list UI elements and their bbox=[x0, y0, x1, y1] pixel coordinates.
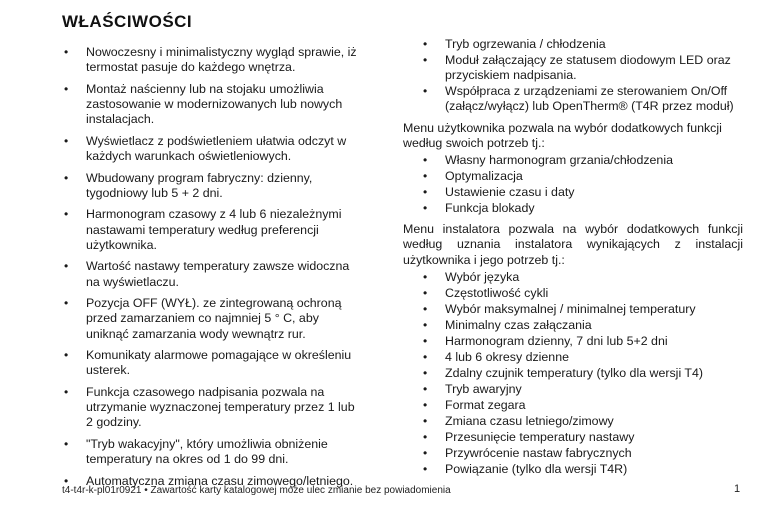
bullet-icon: • bbox=[423, 461, 428, 476]
bullet-icon: • bbox=[423, 37, 428, 51]
bullet-icon: • bbox=[423, 285, 428, 300]
installer-menu-intro: Menu instalatora pozwala na wybór dodatkowych funkcji według uznania instalatora wynikających z instalacji użytkownika i jego potrzeb tj.: bbox=[403, 222, 743, 267]
list-item bbox=[403, 270, 743, 285]
bullet-icon: • bbox=[423, 333, 428, 348]
list-item bbox=[403, 350, 743, 365]
features-left-column bbox=[62, 45, 362, 495]
list-item-text: Własny harmonogram grzania/chłodzenia bbox=[445, 153, 673, 168]
list-item bbox=[62, 437, 362, 467]
bullet-icon: • bbox=[423, 381, 428, 396]
list-item-text: Wybór maksymalnej / minimalnej temperatury bbox=[445, 301, 696, 316]
list-item-text: Wybór języka bbox=[445, 269, 520, 284]
list-item-text: Nowoczesny i minimalistyczny wygląd sprawie, iż termostat pasuje do każdego wnętrza. bbox=[86, 45, 357, 75]
page-number: 1 bbox=[734, 483, 741, 495]
list-item bbox=[403, 318, 743, 333]
bullet-icon: • bbox=[423, 153, 428, 168]
list-item bbox=[403, 334, 743, 349]
features-list-left bbox=[62, 45, 362, 489]
bullet-icon: • bbox=[423, 445, 428, 460]
bullet-icon: • bbox=[64, 45, 69, 59]
list-item bbox=[403, 382, 743, 397]
list-item-text: "Tryb wakacyjny", który umożliwia obniżenie temperatury na okres od 1 do 99 dni. bbox=[86, 436, 328, 467]
list-item-text: Optymalizacja bbox=[445, 169, 523, 184]
list-item bbox=[403, 201, 743, 216]
list-item-text: Powiązanie (tylko dla wersji T4R) bbox=[445, 461, 628, 476]
bullet-icon: • bbox=[423, 429, 428, 444]
bullet-icon: • bbox=[64, 296, 69, 311]
list-item-text: Zdalny czujnik temperatury (tylko dla wersji T4) bbox=[445, 365, 703, 380]
list-item-text: Funkcja czasowego nadpisania pozwala na utrzymanie wyznaczonej temperatury przez 1 lub 2 godziny. bbox=[86, 384, 355, 430]
list-item-text: Wyświetlacz z podświetleniem ułatwia odczyt w każdych warunkach oświetleniowych. bbox=[86, 133, 347, 163]
bullet-icon: • bbox=[64, 473, 69, 488]
bullet-icon: • bbox=[64, 436, 69, 451]
list-item bbox=[403, 37, 743, 52]
list-item bbox=[403, 302, 743, 317]
bullet-icon: • bbox=[423, 365, 428, 380]
list-item-text: Tryb awaryjny bbox=[445, 381, 522, 396]
bullet-icon: • bbox=[64, 384, 69, 399]
list-item bbox=[62, 385, 362, 431]
bullet-icon: • bbox=[64, 170, 69, 185]
list-item-text: Tryb ogrzewania / chłodzenia bbox=[445, 37, 606, 51]
list-item bbox=[403, 185, 743, 200]
bullet-icon: • bbox=[64, 207, 69, 222]
list-item bbox=[62, 82, 362, 128]
list-item bbox=[62, 171, 362, 201]
bullet-icon: • bbox=[64, 81, 69, 96]
list-item bbox=[403, 84, 743, 114]
list-item-text: Wartość nastawy temperatury zawsze widoczna na wyświetlaczu. bbox=[86, 259, 350, 289]
user-menu-intro: Menu użytkownika pozwala na wybór dodatkowych funkcji według swoich potrzeb tj.: bbox=[403, 120, 722, 150]
bullet-icon: • bbox=[64, 259, 69, 274]
list-item-text: Format zegara bbox=[445, 397, 526, 412]
list-item bbox=[62, 134, 362, 164]
list-item-text: Funkcja blokady bbox=[445, 201, 535, 216]
list-item-text: Automatyczna zmiana czasu zimowego/letniego. bbox=[86, 473, 354, 488]
user-menu-list bbox=[403, 153, 743, 216]
bullet-icon: • bbox=[423, 301, 428, 316]
list-item bbox=[62, 45, 362, 75]
bullet-icon: • bbox=[423, 169, 428, 184]
list-item bbox=[403, 366, 743, 381]
list-item-text: Harmonogram czasowy z 4 lub 6 niezależnymi nastawami temperatury według preferencji użytkownika. bbox=[86, 207, 342, 252]
list-item-text: 4 lub 6 okresy dzienne bbox=[445, 349, 569, 364]
list-item-text: Pozycja OFF (WYŁ). ze zintegrowaną ochroną przed zamarzaniem co najmniej 5 ° C, aby uniknąć zamarzania wody wewnątrz rur. bbox=[86, 296, 342, 341]
list-item-text: Zmiana czasu letniego/zimowy bbox=[445, 413, 614, 428]
features-list-right bbox=[403, 37, 743, 115]
bullet-icon: • bbox=[64, 133, 69, 148]
list-item bbox=[403, 414, 743, 429]
list-item-text: Harmonogram dzienny, 7 dni lub 5+2 dni bbox=[445, 333, 668, 348]
list-item bbox=[403, 398, 743, 413]
bullet-icon: • bbox=[423, 317, 428, 332]
list-item bbox=[403, 286, 743, 301]
page-title: WŁAŚCIWOŚCI bbox=[62, 12, 193, 31]
list-item bbox=[403, 462, 743, 477]
bullet-icon: • bbox=[423, 413, 428, 428]
bullet-icon: • bbox=[423, 269, 428, 284]
bullet-icon: • bbox=[423, 53, 428, 67]
bullet-icon: • bbox=[423, 84, 428, 99]
list-item-text: Współpraca z urządzeniami ze sterowaniem On/Off (załącz/wyłącz) lub OpenTherm® (T4R przez moduł) bbox=[445, 84, 734, 114]
list-item bbox=[403, 153, 743, 168]
list-item-text: Częstotliwość cykli bbox=[445, 285, 549, 300]
list-item bbox=[403, 446, 743, 461]
list-item bbox=[62, 259, 362, 289]
list-item bbox=[62, 207, 362, 253]
list-item-text: Przesunięcie temperatury nastawy bbox=[445, 429, 635, 444]
list-item bbox=[403, 169, 743, 184]
list-item-text: Komunikaty alarmowe pomagające w określeniu usterek. bbox=[86, 348, 352, 378]
bullet-icon: • bbox=[423, 349, 428, 364]
list-item-text: Moduł załączający ze statusem diodowym LED oraz przyciskiem nadpisania. bbox=[445, 53, 731, 83]
footer-note: t4-t4r-k-pl01r0921 • Zawartość karty katalogowej może ulec zmianie bez powiadomienia bbox=[62, 485, 451, 496]
bullet-icon: • bbox=[423, 185, 428, 200]
bullet-icon: • bbox=[64, 348, 69, 363]
bullet-icon: • bbox=[423, 397, 428, 412]
bullet-icon: • bbox=[423, 201, 428, 216]
features-right-column bbox=[403, 37, 743, 478]
list-item-text: Ustawienie czasu i daty bbox=[445, 185, 575, 200]
list-item-text: Minimalny czas załączania bbox=[445, 317, 592, 332]
list-item-text: Przywrócenie nastaw fabrycznych bbox=[445, 445, 632, 460]
installer-menu-list bbox=[403, 270, 743, 477]
list-item bbox=[403, 430, 743, 445]
list-item bbox=[62, 348, 362, 378]
list-item bbox=[403, 53, 743, 83]
list-item bbox=[62, 296, 362, 342]
list-item-text: Wbudowany program fabryczny: dzienny, tygodniowy lub 5 + 2 dni. bbox=[86, 170, 313, 200]
list-item-text: Montaż naścienny lub na stojaku umożliwia zastosowanie w modernizowanych lub nowych instalacjach. bbox=[86, 81, 343, 127]
